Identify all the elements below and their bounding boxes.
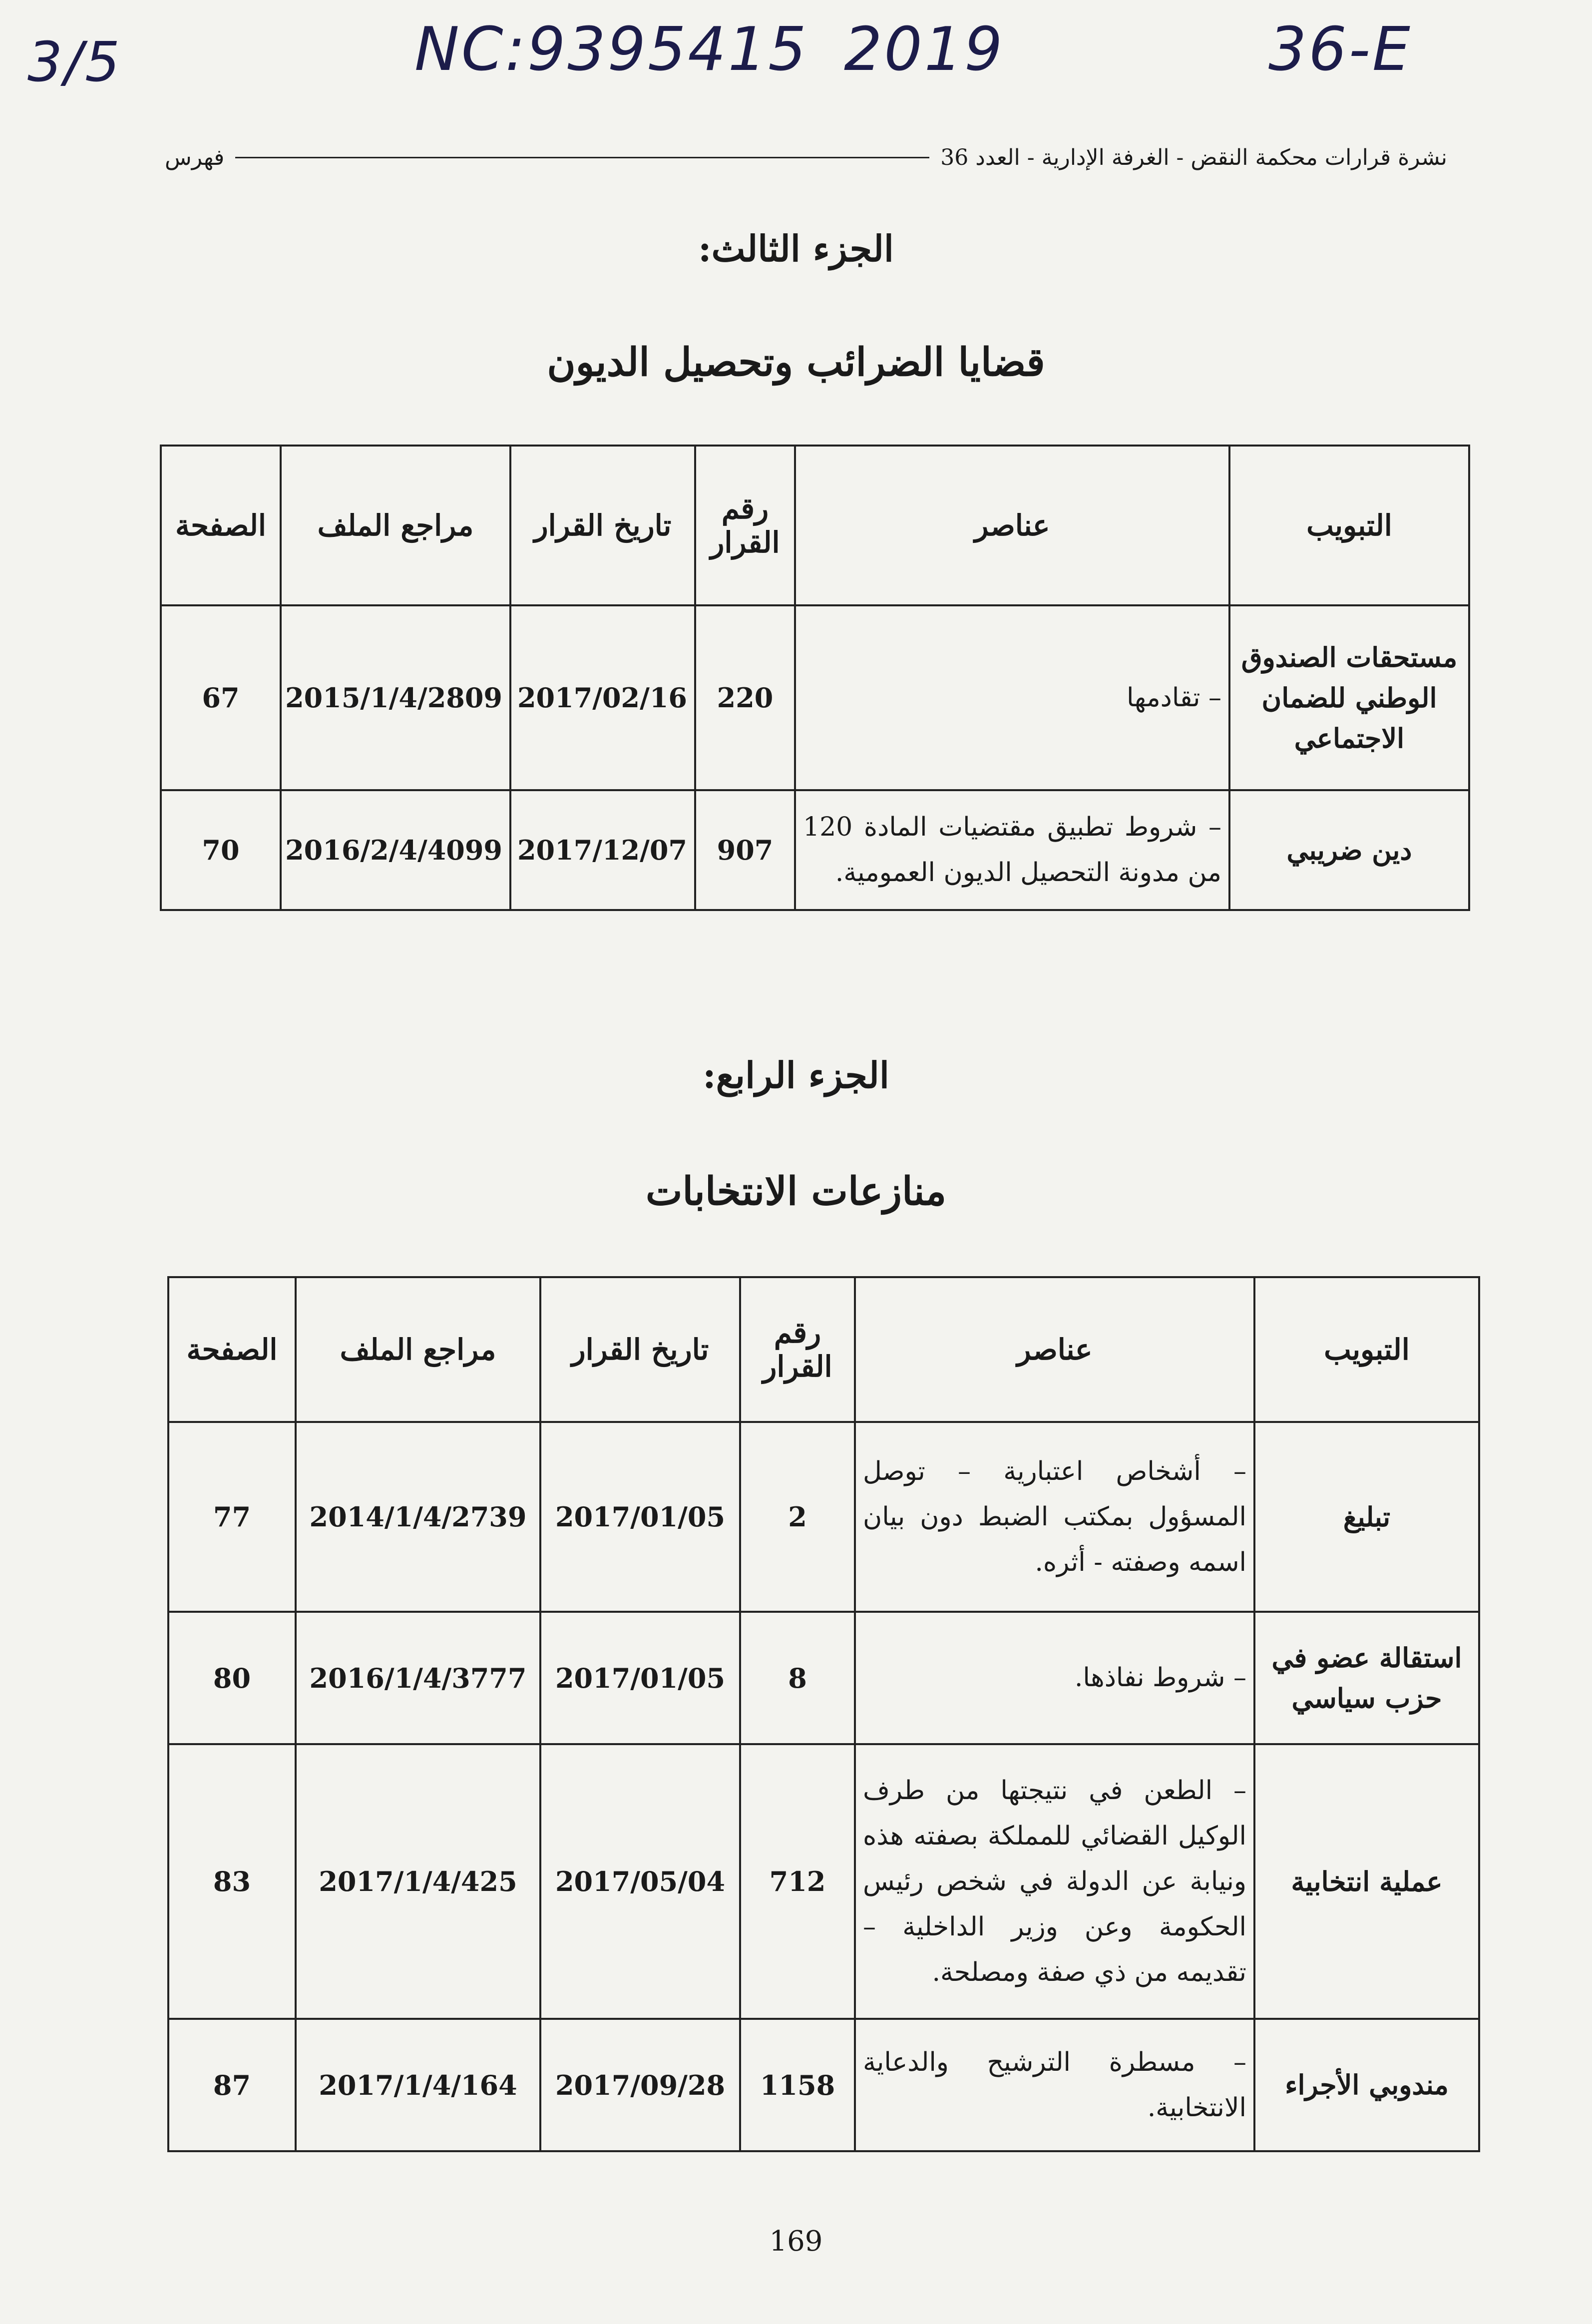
part-four-title: منازعات الانتخابات xyxy=(645,1169,947,1214)
decision-date-cell: 2017/09/28 xyxy=(540,2019,740,2151)
table-row xyxy=(168,1612,1479,1744)
table-row xyxy=(168,1744,1479,2019)
file-ref-cell: 2015/1/4/2809 xyxy=(281,605,510,790)
topic-cell: استقالة عضو في حزب سياسي xyxy=(1254,1612,1479,1744)
topic-cell: دين ضريبي xyxy=(1229,790,1469,910)
decision-number-cell: 907 xyxy=(695,790,795,910)
file-ref-cell: 2014/1/4/2739 xyxy=(296,1422,540,1612)
page-cell: 83 xyxy=(168,1744,296,2019)
handwritten-issue: 36-E xyxy=(1268,15,1412,84)
table-row xyxy=(168,1422,1479,1612)
elements-cell: – شروط نفاذها. xyxy=(855,1612,1254,1744)
page-number: 169 xyxy=(769,2225,823,2258)
column-header: مراجع الملف xyxy=(281,446,510,605)
file-ref-cell: 2016/2/4/4099 xyxy=(281,790,510,910)
decision-date-cell: 2017/12/07 xyxy=(510,790,695,910)
table-row xyxy=(161,790,1469,910)
part-four-heading: الجزء الرابع: xyxy=(703,1054,889,1096)
decision-number-cell: 8 xyxy=(740,1612,855,1744)
page-cell: 77 xyxy=(168,1422,296,1612)
running-header-title: نشرة قرارات محكمة النقض - الغرفة الإدارية - العدد 36 xyxy=(940,144,1447,170)
file-ref-cell: 2017/1/4/425 xyxy=(296,1744,540,2019)
column-header: عناصر xyxy=(855,1277,1254,1422)
decision-date-cell: 2017/01/05 xyxy=(540,1422,740,1612)
handwritten-year: 2019 xyxy=(844,15,1005,84)
decision-number-cell: 220 xyxy=(695,605,795,790)
file-ref-cell: 2016/1/4/3777 xyxy=(296,1612,540,1744)
handwritten-nc-number: NC:9395415 xyxy=(414,15,808,84)
running-header-label: فهرس xyxy=(165,144,225,170)
table-row xyxy=(161,605,1469,790)
part-four-table xyxy=(167,1276,1480,2152)
column-header: رقم القرار xyxy=(740,1277,855,1422)
decision-number-cell: 2 xyxy=(740,1422,855,1612)
table-header-row xyxy=(168,1277,1479,1422)
topic-cell: عملية انتخابية xyxy=(1254,1744,1479,2019)
table-header-row xyxy=(161,446,1469,605)
column-header: التبويب xyxy=(1229,446,1469,605)
column-header: رقم القرار xyxy=(695,446,795,605)
decision-number-cell: 1158 xyxy=(740,2019,855,2151)
topic-cell: مستحقات الصندوق الوطني للضمان الاجتماعي xyxy=(1229,605,1469,790)
column-header: تاريخ القرار xyxy=(540,1277,740,1422)
table-row xyxy=(168,2019,1479,2151)
part-three-heading: الجزء الثالث: xyxy=(698,227,894,270)
column-header: تاريخ القرار xyxy=(510,446,695,605)
column-header: مراجع الملف xyxy=(296,1277,540,1422)
decision-date-cell: 2017/05/04 xyxy=(540,1744,740,2019)
elements-cell: – شروط تطبيق مقتضيات المادة 120 من مدونة التحصيل الديون العمومية. xyxy=(795,790,1229,910)
column-header: عناصر xyxy=(795,446,1229,605)
column-header: الصفحة xyxy=(161,446,281,605)
decision-number-cell: 712 xyxy=(740,1744,855,2019)
handwritten-fraction: 3/5 xyxy=(27,30,122,94)
decision-date-cell: 2017/02/16 xyxy=(510,605,695,790)
elements-cell: – الطعن في نتيجتها من طرف الوكيل القضائي للمملكة بصفته هذه ونيابة عن الدولة في شخص رئيس الحكومة وعن وزير الداخلية – تقديمه من ذي صفة ومصلحة. xyxy=(855,1744,1254,2019)
part-three-title: قضايا الضرائب وتحصيل الديون xyxy=(547,340,1045,385)
topic-cell: مندوبي الأجراء xyxy=(1254,2019,1479,2151)
page-cell: 87 xyxy=(168,2019,296,2151)
topic-cell: تبليغ xyxy=(1254,1422,1479,1612)
elements-cell: – أشخاص اعتبارية – توصل المسؤول بمكتب الضبط دون بيان اسمه وصفته - أثره. xyxy=(855,1422,1254,1612)
column-header: الصفحة xyxy=(168,1277,296,1422)
page-cell: 67 xyxy=(161,605,281,790)
running-header xyxy=(165,140,1447,175)
decision-date-cell: 2017/01/05 xyxy=(540,1612,740,1744)
elements-cell: – تقادمها xyxy=(795,605,1229,790)
file-ref-cell: 2017/1/4/164 xyxy=(296,2019,540,2151)
part-three-table xyxy=(160,445,1470,911)
page-cell: 70 xyxy=(161,790,281,910)
page-cell: 80 xyxy=(168,1612,296,1744)
header-rule xyxy=(235,157,929,158)
elements-cell: – مسطرة الترشيح والدعاية الانتخابية. xyxy=(855,2019,1254,2151)
column-header: التبويب xyxy=(1254,1277,1479,1422)
